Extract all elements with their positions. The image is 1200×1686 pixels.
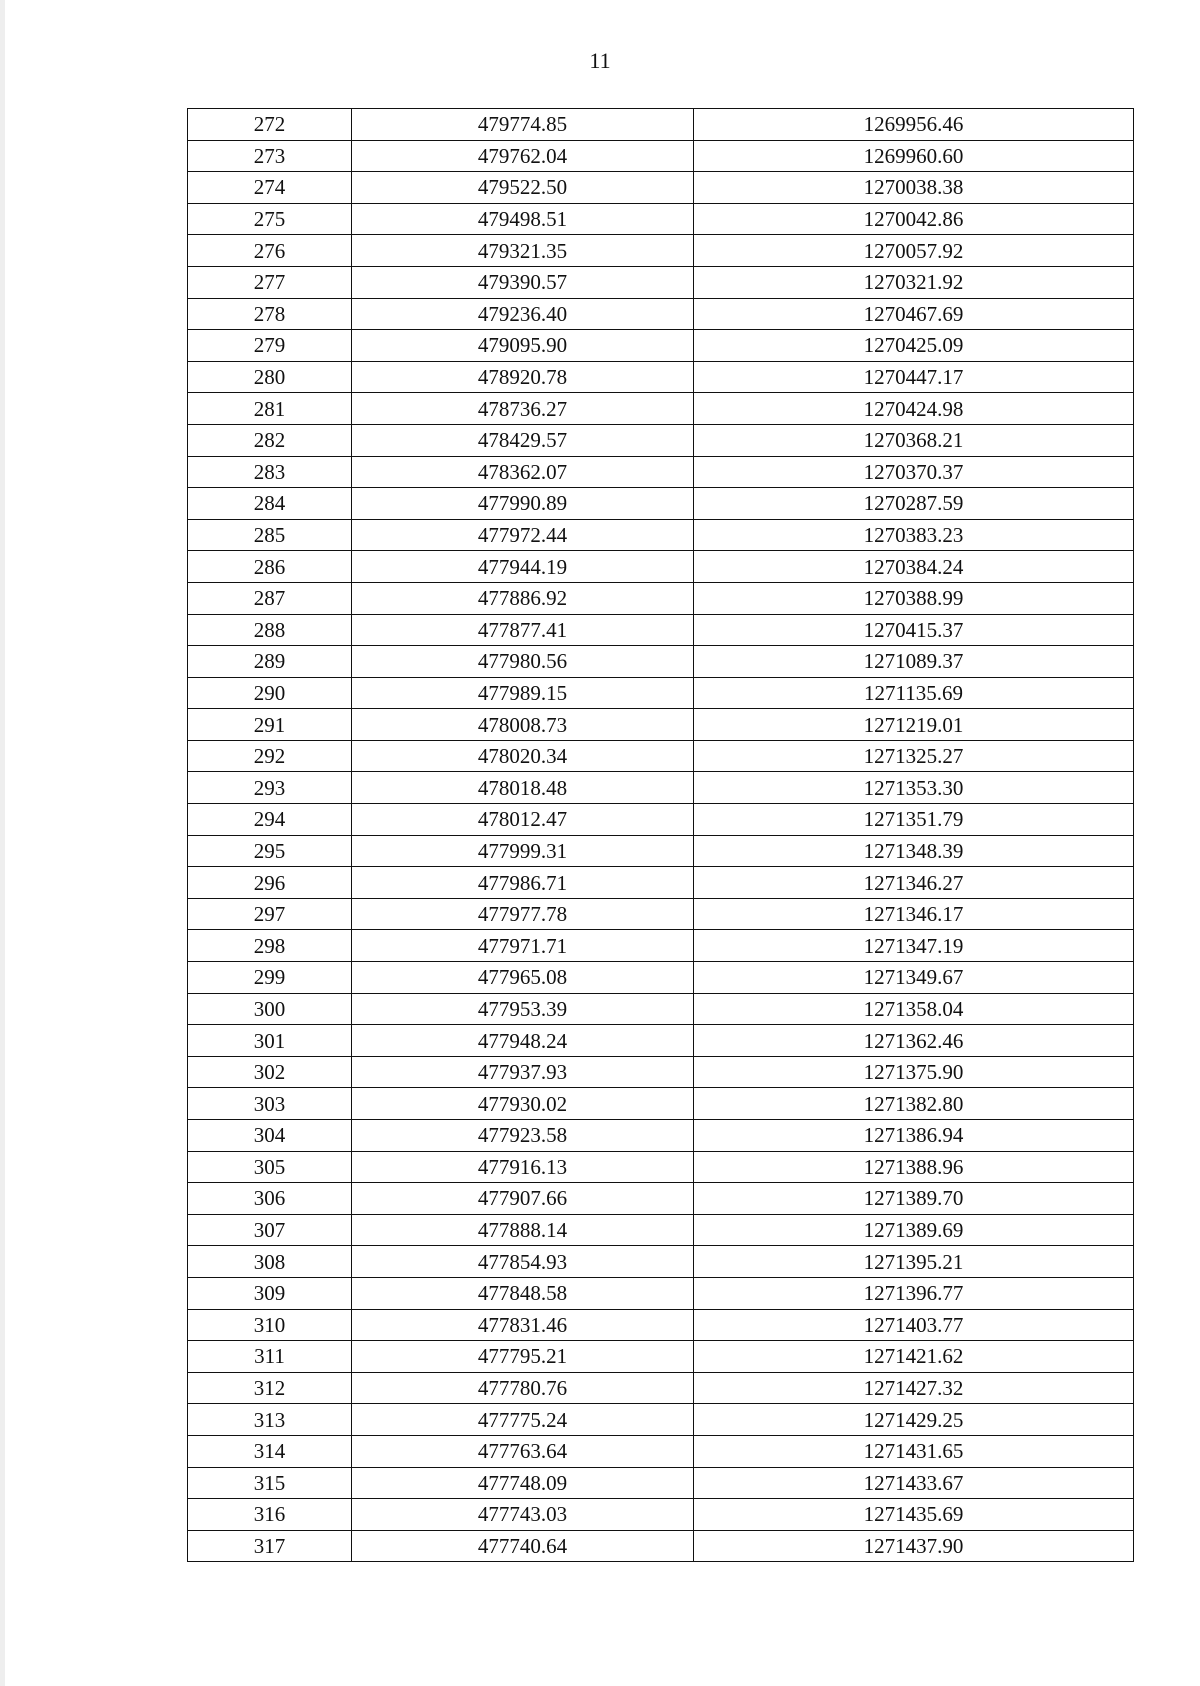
point-number-cell: 293 xyxy=(188,772,352,804)
point-number-cell: 286 xyxy=(188,551,352,583)
x-coordinate-cell: 477831.46 xyxy=(352,1309,694,1341)
y-coordinate-cell: 1270447.17 xyxy=(694,361,1134,393)
table-row xyxy=(188,266,1134,298)
y-coordinate-cell: 1271435.69 xyxy=(694,1499,1134,1531)
y-coordinate-cell: 1270057.92 xyxy=(694,235,1134,267)
y-coordinate-cell: 1271089.37 xyxy=(694,646,1134,678)
y-coordinate-cell: 1271348.39 xyxy=(694,835,1134,867)
table-row xyxy=(188,772,1134,804)
y-coordinate-cell: 1271219.01 xyxy=(694,709,1134,741)
table-row xyxy=(188,1467,1134,1499)
table-row xyxy=(188,1246,1134,1278)
point-number-cell: 312 xyxy=(188,1372,352,1404)
point-number-cell: 289 xyxy=(188,646,352,678)
point-number-cell: 300 xyxy=(188,993,352,1025)
y-coordinate-cell: 1270424.98 xyxy=(694,393,1134,425)
point-number-cell: 308 xyxy=(188,1246,352,1278)
table-row xyxy=(188,804,1134,836)
table-row xyxy=(188,1404,1134,1436)
y-coordinate-cell: 1271389.70 xyxy=(694,1183,1134,1215)
y-coordinate-cell: 1270370.37 xyxy=(694,456,1134,488)
point-number-cell: 283 xyxy=(188,456,352,488)
x-coordinate-cell: 479321.35 xyxy=(352,235,694,267)
y-coordinate-cell: 1271362.46 xyxy=(694,1025,1134,1057)
x-coordinate-cell: 479522.50 xyxy=(352,172,694,204)
y-coordinate-cell: 1270384.24 xyxy=(694,551,1134,583)
point-number-cell: 279 xyxy=(188,330,352,362)
x-coordinate-cell: 478429.57 xyxy=(352,424,694,456)
table-row xyxy=(188,993,1134,1025)
y-coordinate-cell: 1270321.92 xyxy=(694,266,1134,298)
x-coordinate-cell: 477923.58 xyxy=(352,1120,694,1152)
x-coordinate-cell: 477990.89 xyxy=(352,488,694,520)
y-coordinate-cell: 1271346.27 xyxy=(694,867,1134,899)
x-coordinate-cell: 477930.02 xyxy=(352,1088,694,1120)
point-number-cell: 278 xyxy=(188,298,352,330)
point-number-cell: 292 xyxy=(188,740,352,772)
y-coordinate-cell: 1271135.69 xyxy=(694,677,1134,709)
point-number-cell: 309 xyxy=(188,1277,352,1309)
point-number-cell: 310 xyxy=(188,1309,352,1341)
x-coordinate-cell: 479095.90 xyxy=(352,330,694,362)
point-number-cell: 280 xyxy=(188,361,352,393)
point-number-cell: 287 xyxy=(188,582,352,614)
point-number-cell: 274 xyxy=(188,172,352,204)
table-row xyxy=(188,1530,1134,1562)
table-row xyxy=(188,235,1134,267)
point-number-cell: 294 xyxy=(188,804,352,836)
x-coordinate-cell: 477795.21 xyxy=(352,1341,694,1373)
y-coordinate-cell: 1270467.69 xyxy=(694,298,1134,330)
point-number-cell: 304 xyxy=(188,1120,352,1152)
x-coordinate-cell: 477948.24 xyxy=(352,1025,694,1057)
y-coordinate-cell: 1271382.80 xyxy=(694,1088,1134,1120)
y-coordinate-cell: 1271388.96 xyxy=(694,1151,1134,1183)
table-row xyxy=(188,393,1134,425)
x-coordinate-cell: 478362.07 xyxy=(352,456,694,488)
table-row xyxy=(188,962,1134,994)
y-coordinate-cell: 1271427.32 xyxy=(694,1372,1134,1404)
y-coordinate-cell: 1271349.67 xyxy=(694,962,1134,994)
y-coordinate-cell: 1271375.90 xyxy=(694,1056,1134,1088)
x-coordinate-cell: 477999.31 xyxy=(352,835,694,867)
point-number-cell: 277 xyxy=(188,266,352,298)
y-coordinate-cell: 1271429.25 xyxy=(694,1404,1134,1436)
point-number-cell: 273 xyxy=(188,140,352,172)
x-coordinate-cell: 477848.58 xyxy=(352,1277,694,1309)
table-row xyxy=(188,1214,1134,1246)
point-number-cell: 299 xyxy=(188,962,352,994)
x-coordinate-cell: 479498.51 xyxy=(352,203,694,235)
y-coordinate-cell: 1271431.65 xyxy=(694,1435,1134,1467)
y-coordinate-cell: 1270287.59 xyxy=(694,488,1134,520)
table-row xyxy=(188,1277,1134,1309)
point-number-cell: 272 xyxy=(188,109,352,141)
table-row xyxy=(188,867,1134,899)
table-row xyxy=(188,1499,1134,1531)
table-row xyxy=(188,330,1134,362)
point-number-cell: 285 xyxy=(188,519,352,551)
table-row xyxy=(188,140,1134,172)
table-row xyxy=(188,519,1134,551)
x-coordinate-cell: 478012.47 xyxy=(352,804,694,836)
table-row xyxy=(188,1025,1134,1057)
y-coordinate-cell: 1271396.77 xyxy=(694,1277,1134,1309)
point-number-cell: 303 xyxy=(188,1088,352,1120)
x-coordinate-cell: 477977.78 xyxy=(352,898,694,930)
table-row xyxy=(188,677,1134,709)
point-number-cell: 276 xyxy=(188,235,352,267)
x-coordinate-cell: 477775.24 xyxy=(352,1404,694,1436)
x-coordinate-cell: 477937.93 xyxy=(352,1056,694,1088)
x-coordinate-cell: 479762.04 xyxy=(352,140,694,172)
x-coordinate-cell: 477972.44 xyxy=(352,519,694,551)
x-coordinate-cell: 479774.85 xyxy=(352,109,694,141)
x-coordinate-cell: 477953.39 xyxy=(352,993,694,1025)
table-row xyxy=(188,582,1134,614)
x-coordinate-cell: 477877.41 xyxy=(352,614,694,646)
x-coordinate-cell: 477763.64 xyxy=(352,1435,694,1467)
point-number-cell: 307 xyxy=(188,1214,352,1246)
point-number-cell: 313 xyxy=(188,1404,352,1436)
x-coordinate-cell: 477780.76 xyxy=(352,1372,694,1404)
point-number-cell: 316 xyxy=(188,1499,352,1531)
y-coordinate-cell: 1271395.21 xyxy=(694,1246,1134,1278)
point-number-cell: 275 xyxy=(188,203,352,235)
scan-edge xyxy=(0,0,5,1686)
table-row xyxy=(188,361,1134,393)
table-row xyxy=(188,646,1134,678)
table-row xyxy=(188,456,1134,488)
point-number-cell: 302 xyxy=(188,1056,352,1088)
table-row xyxy=(188,172,1134,204)
y-coordinate-cell: 1271433.67 xyxy=(694,1467,1134,1499)
point-number-cell: 306 xyxy=(188,1183,352,1215)
x-coordinate-cell: 478736.27 xyxy=(352,393,694,425)
table-row xyxy=(188,488,1134,520)
y-coordinate-cell: 1270368.21 xyxy=(694,424,1134,456)
point-number-cell: 317 xyxy=(188,1530,352,1562)
y-coordinate-cell: 1271386.94 xyxy=(694,1120,1134,1152)
x-coordinate-cell: 477916.13 xyxy=(352,1151,694,1183)
y-coordinate-cell: 1269956.46 xyxy=(694,109,1134,141)
x-coordinate-cell: 477971.71 xyxy=(352,930,694,962)
x-coordinate-cell: 477980.56 xyxy=(352,646,694,678)
table-row xyxy=(188,551,1134,583)
x-coordinate-cell: 477886.92 xyxy=(352,582,694,614)
y-coordinate-cell: 1269960.60 xyxy=(694,140,1134,172)
x-coordinate-cell: 477944.19 xyxy=(352,551,694,583)
table-row xyxy=(188,614,1134,646)
y-coordinate-cell: 1271421.62 xyxy=(694,1341,1134,1373)
table-row xyxy=(188,930,1134,962)
x-coordinate-cell: 477743.03 xyxy=(352,1499,694,1531)
y-coordinate-cell: 1271358.04 xyxy=(694,993,1134,1025)
y-coordinate-cell: 1270415.37 xyxy=(694,614,1134,646)
y-coordinate-cell: 1271353.30 xyxy=(694,772,1134,804)
x-coordinate-cell: 478018.48 xyxy=(352,772,694,804)
x-coordinate-cell: 477740.64 xyxy=(352,1530,694,1562)
y-coordinate-cell: 1271437.90 xyxy=(694,1530,1134,1562)
point-number-cell: 282 xyxy=(188,424,352,456)
table-row xyxy=(188,898,1134,930)
coordinate-table-body xyxy=(188,109,1134,1562)
table-row xyxy=(188,1435,1134,1467)
table-row xyxy=(188,1341,1134,1373)
y-coordinate-cell: 1271325.27 xyxy=(694,740,1134,772)
x-coordinate-cell: 477989.15 xyxy=(352,677,694,709)
point-number-cell: 291 xyxy=(188,709,352,741)
table-row xyxy=(188,424,1134,456)
point-number-cell: 301 xyxy=(188,1025,352,1057)
point-number-cell: 295 xyxy=(188,835,352,867)
y-coordinate-cell: 1270042.86 xyxy=(694,203,1134,235)
y-coordinate-cell: 1271346.17 xyxy=(694,898,1134,930)
point-number-cell: 311 xyxy=(188,1341,352,1373)
point-number-cell: 288 xyxy=(188,614,352,646)
y-coordinate-cell: 1271403.77 xyxy=(694,1309,1134,1341)
point-number-cell: 281 xyxy=(188,393,352,425)
y-coordinate-cell: 1270425.09 xyxy=(694,330,1134,362)
table-row xyxy=(188,1309,1134,1341)
y-coordinate-cell: 1270388.99 xyxy=(694,582,1134,614)
table-row xyxy=(188,1088,1134,1120)
point-number-cell: 296 xyxy=(188,867,352,899)
table-row xyxy=(188,1120,1134,1152)
table-row xyxy=(188,740,1134,772)
y-coordinate-cell: 1271389.69 xyxy=(694,1214,1134,1246)
table-row xyxy=(188,1183,1134,1215)
table-row xyxy=(188,298,1134,330)
x-coordinate-cell: 478920.78 xyxy=(352,361,694,393)
x-coordinate-cell: 478020.34 xyxy=(352,740,694,772)
y-coordinate-cell: 1270038.38 xyxy=(694,172,1134,204)
point-number-cell: 314 xyxy=(188,1435,352,1467)
y-coordinate-cell: 1271347.19 xyxy=(694,930,1134,962)
table-row xyxy=(188,1056,1134,1088)
point-number-cell: 290 xyxy=(188,677,352,709)
table-row xyxy=(188,835,1134,867)
x-coordinate-cell: 477748.09 xyxy=(352,1467,694,1499)
table-row xyxy=(188,1151,1134,1183)
point-number-cell: 315 xyxy=(188,1467,352,1499)
x-coordinate-cell: 477888.14 xyxy=(352,1214,694,1246)
table-row xyxy=(188,709,1134,741)
x-coordinate-cell: 477907.66 xyxy=(352,1183,694,1215)
table-row xyxy=(188,203,1134,235)
table-row xyxy=(188,1372,1134,1404)
x-coordinate-cell: 477986.71 xyxy=(352,867,694,899)
point-number-cell: 297 xyxy=(188,898,352,930)
x-coordinate-cell: 479236.40 xyxy=(352,298,694,330)
x-coordinate-cell: 477965.08 xyxy=(352,962,694,994)
point-number-cell: 298 xyxy=(188,930,352,962)
table-row xyxy=(188,109,1134,141)
x-coordinate-cell: 477854.93 xyxy=(352,1246,694,1278)
point-number-cell: 284 xyxy=(188,488,352,520)
page-number: 11 xyxy=(589,48,611,73)
y-coordinate-cell: 1271351.79 xyxy=(694,804,1134,836)
y-coordinate-cell: 1270383.23 xyxy=(694,519,1134,551)
coordinate-table xyxy=(187,108,1134,1562)
x-coordinate-cell: 478008.73 xyxy=(352,709,694,741)
point-number-cell: 305 xyxy=(188,1151,352,1183)
x-coordinate-cell: 479390.57 xyxy=(352,266,694,298)
